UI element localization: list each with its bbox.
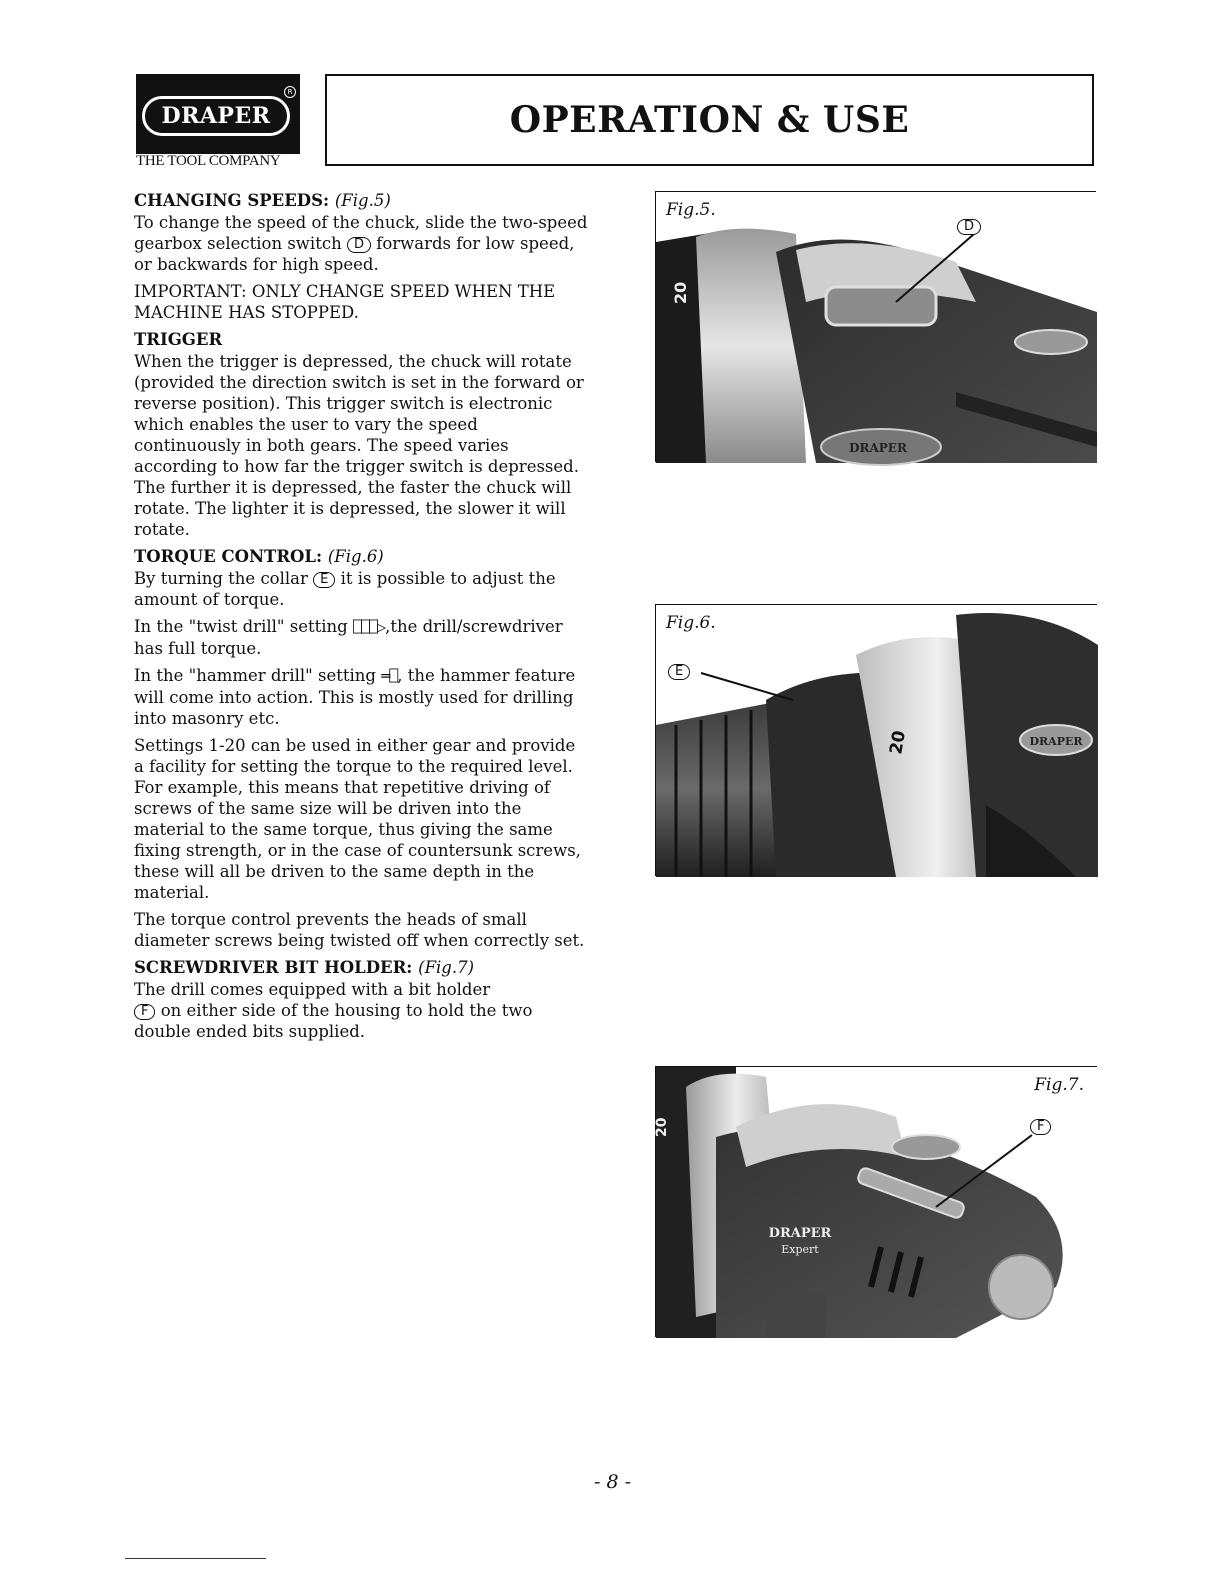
- paragraph-bit-holder: The drill comes equipped with a bit holder F on either side of the housing to hold the two double ended bits supplied.: [134, 980, 533, 1041]
- draper-logo: [136, 74, 300, 154]
- fig6-callout-e-icon: E: [668, 664, 690, 680]
- fig5-brand: DRAPER: [849, 441, 907, 455]
- fig7-brand: DRAPER: [768, 1226, 832, 1241]
- heading-trigger: TRIGGER: [134, 330, 223, 349]
- figure-6-photo: [656, 605, 1098, 877]
- logo-text: DRAPER: [161, 103, 271, 129]
- page-title: OPERATION & USE: [509, 99, 910, 141]
- figure-5-label: Fig.5.: [666, 200, 716, 220]
- fig5-dial-label: 20: [671, 281, 690, 304]
- fig7-dial-label: 20: [654, 1117, 670, 1137]
- hammer-drill-icon: ═⎕: [381, 667, 398, 685]
- twist-drill-icon: ⎕⎕⎕▷: [352, 618, 386, 636]
- logo-oval: [142, 96, 290, 136]
- logo-tagline: THE TOOL COMPANY: [136, 153, 281, 169]
- fig7-sub-brand: Expert: [781, 1243, 819, 1256]
- figure-7: [655, 1066, 1097, 1337]
- heading-bit-holder: SCREWDRIVER BIT HOLDER: (Fig.7): [134, 958, 475, 977]
- figure-5-photo: [656, 192, 1097, 463]
- paragraph-torque-collar: By turning the collar E it is possible to adjust the amount of torque.: [134, 569, 556, 609]
- footer-rule: [125, 1558, 266, 1559]
- callout-f-icon: F: [134, 1004, 155, 1020]
- paragraph-trigger: When the trigger is depressed, the chuck will rotate (provided the direction switch is set in the forward or reverse position). This trigger switch is electronic which enables the user to vary the speed continuously in both gears. The speed varies according to how far the trigger switch is depressed. The further it is depressed, the faster the chuck will rotate. The lighter it is depressed, the slower it will rotate.: [134, 352, 584, 539]
- callout-d-icon: D: [347, 237, 371, 253]
- heading-torque-control: TORQUE CONTROL: (Fig.6): [134, 547, 384, 566]
- fig6-dial-label: 20: [886, 729, 911, 756]
- page-number: - 8 -: [593, 1471, 631, 1493]
- figure-6: [655, 604, 1097, 876]
- fig6-brand: DRAPER: [1029, 735, 1083, 748]
- figure-5: [655, 191, 1096, 462]
- fig7-callout-f-icon: F: [1030, 1119, 1051, 1135]
- heading-changing-speeds: CHANGING SPEEDS: (Fig.5): [134, 191, 391, 210]
- registered-mark-icon: R: [284, 86, 296, 98]
- text-column: [134, 190, 589, 1048]
- paragraph-changing-speeds: To change the speed of the chuck, slide the two-speed gearbox selection switch D forwards for low speed, or backwards for high speed.: [134, 213, 588, 274]
- title-box: [325, 74, 1094, 166]
- figure-7-photo: [656, 1067, 1098, 1338]
- figure-7-label: Fig.7.: [1034, 1075, 1084, 1095]
- callout-e-icon: E: [313, 572, 335, 588]
- paragraph-settings: Settings 1-20 can be used in either gear and provide a facility for setting the torque to the required level. For example, this means that repetitive driving of screws of the same size will be driven into the material to the same torque, thus giving the same fixing strength, or in the case of countersunk screws, these will all be driven to the same depth in the material.: [134, 736, 581, 902]
- paragraph-twist-drill: In the "twist drill" setting ⎕⎕⎕▷,the drill/screwdriver has full torque.: [134, 617, 563, 658]
- fig5-callout-d-icon: D: [957, 219, 981, 235]
- paragraph-hammer-drill: In the "hammer drill" setting ═⎕, the hammer feature will come into action. This is mostly used for drilling into masonry etc.: [134, 666, 576, 728]
- paragraph-torque-prevents: The torque control prevents the heads of small diameter screws being twisted off when correctly set.: [134, 910, 585, 950]
- figure-6-label: Fig.6.: [666, 613, 716, 633]
- paragraph-important: IMPORTANT: ONLY CHANGE SPEED WHEN THE MACHINE HAS STOPPED.: [134, 282, 556, 322]
